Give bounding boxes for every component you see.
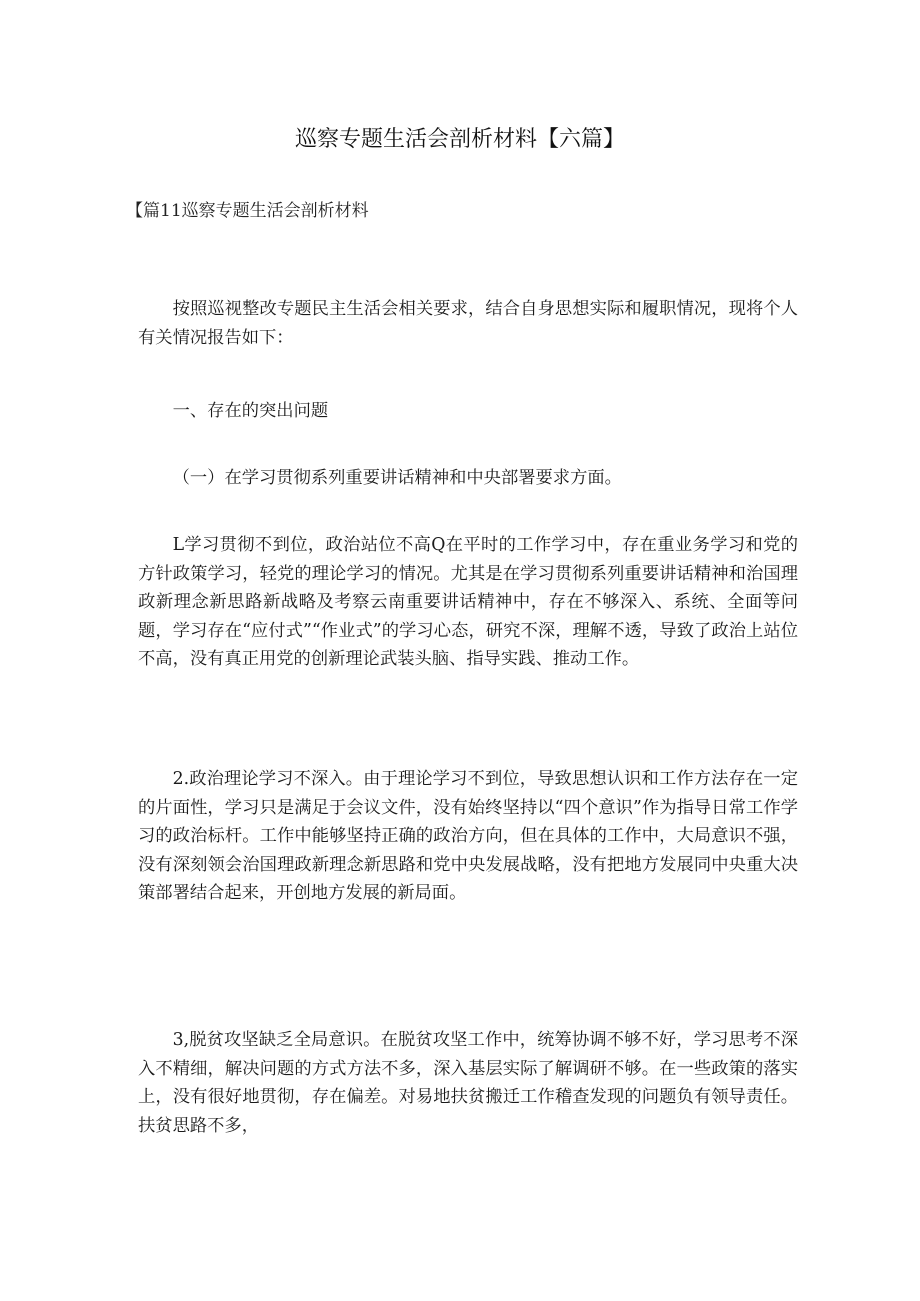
document-title: 巡察专题生活会剖析材料【六篇】: [294, 127, 625, 152]
subheading-study-implementation: （一）在学习贯彻系列重要讲话精神和中央部署要求方面。: [172, 468, 622, 488]
paragraph-intro: 按照巡视整改专题民主生活会相关要求，结合自身思想实际和履职情况，现将个人有关情况报告如下：: [138, 299, 798, 348]
paragraph-item-3: 3,脱贫攻坚缺乏全局意识。在脱贫攻坚工作中，统筹协调不够不好，学习思考不深入不精细，解决问题的方式方法不多，深入基层实际了解调研不够。在一些政策的落实上，没有很好地贯彻，存在偏差。对易地扶贫搬迁工作稽查发现的问题负有领导责任。扶贫思路不多，: [138, 1030, 798, 1136]
paragraph-item-1: L学习贯彻不到位，政治站位不高Q在平时的工作学习中，存在重业务学习和党的方针政策学习，轻党的理论学习的情况。尤其是在学习贯彻系列重要讲话精神和治国理政新理念新思路新战略及考察云南重要讲话精神中，存在不够深入、系统、全面等问题，学习存在“应付式”“作业式”的学习心态，研究不深，理解不透，导致了政治上站位不高，没有真正用党的创新理论武装头脑、指导实践、推动工作。: [138, 535, 798, 670]
heading-outstanding-problems: 一、存在的突出问题: [172, 401, 329, 421]
paragraph-item-2: 2.政治理论学习不深入。由于理论学习不到位，导致思想认识和工作方法存在一定的片面性，学习只是满足于会议文件，没有始终坚持以“四个意识”作为指导日常工作学习的政治标杆。工作中能够坚持正确的政治方向，但在具体的工作中，大局意识不强，没有深刻领会治国理政新理念新思路和党中央发展战略，没有把地方发展同中央重大决策部署结合起来，开创地方发展的新局面。: [138, 769, 798, 904]
section-heading: 【篇11巡察专题生活会剖析材料: [126, 201, 369, 221]
